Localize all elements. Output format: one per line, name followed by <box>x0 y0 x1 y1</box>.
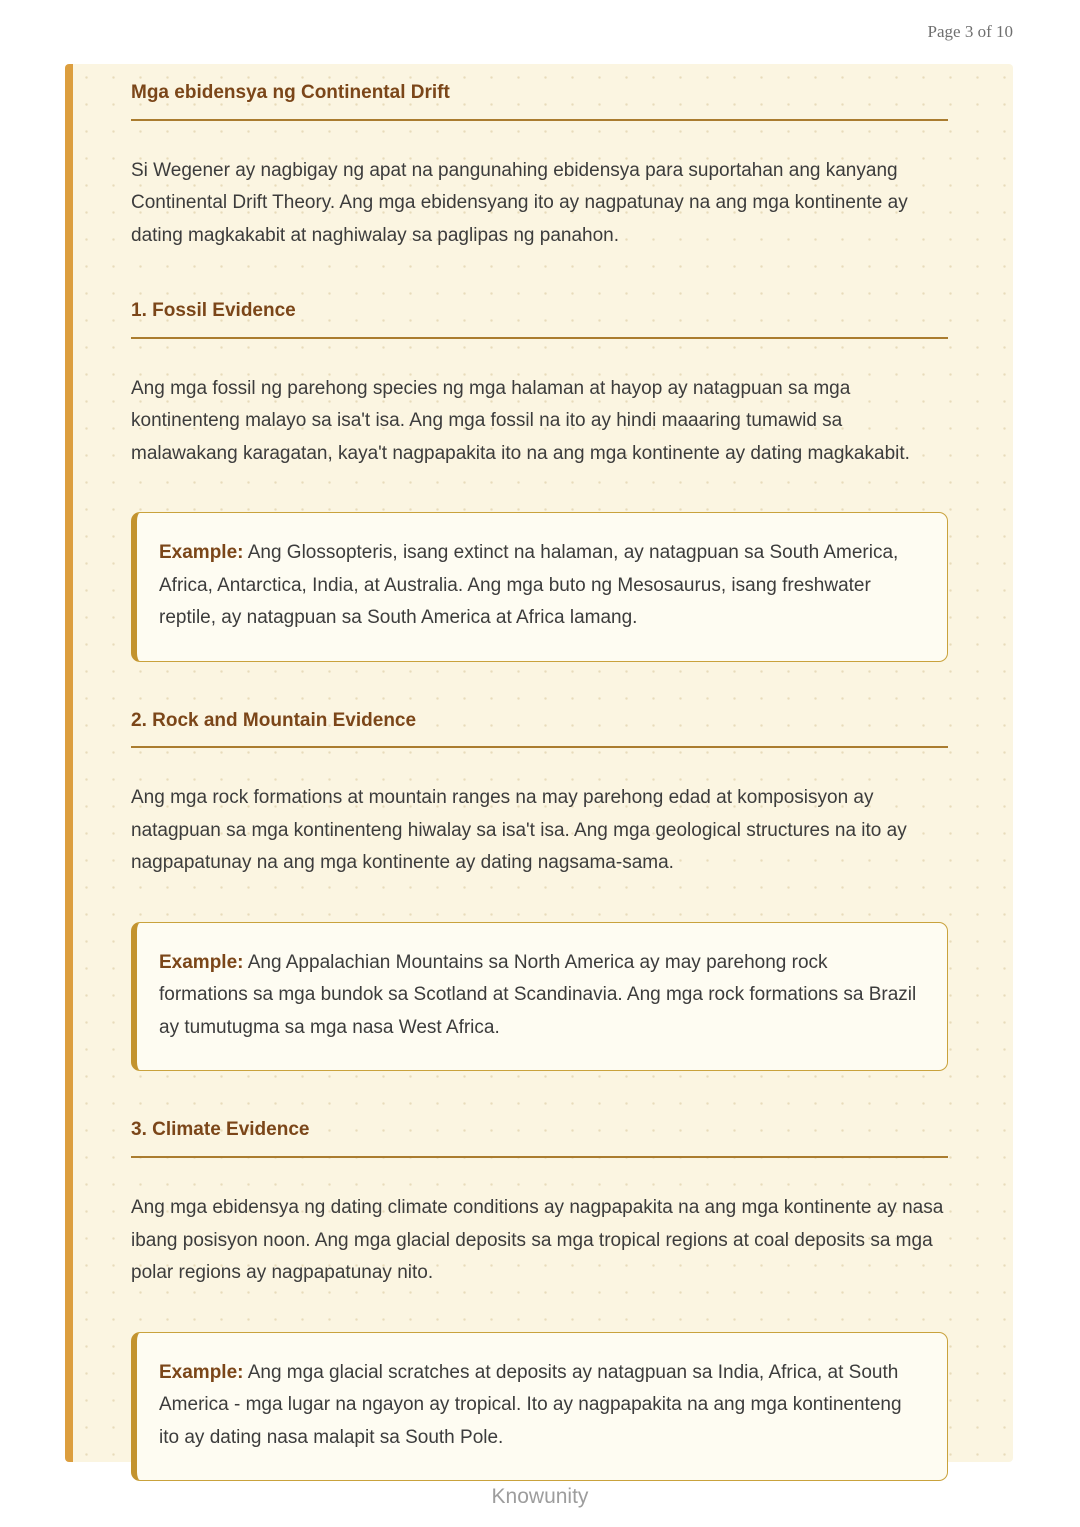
page-indicator: Page 3 of 10 <box>927 22 1013 41</box>
title-block <box>131 80 948 121</box>
example-label: Example: <box>159 1361 244 1383</box>
example-box <box>131 1332 948 1482</box>
section-heading: 3. Climate Evidence <box>131 1117 948 1158</box>
section-body: Ang mga ebidensya ng dating climate conditions ay nagpapakita na ang mga kontinente ay nasa ibang posisyon noon. Ang mga glacial deposits sa mga tropical regions at coal deposits sa mga polar regions ay nagpapatunay nito. <box>131 1197 944 1284</box>
content-card <box>65 64 1013 1462</box>
section-body: Ang mga fossil ng parehong species ng mga halaman at hayop ay natagpuan sa mga kontinenteng malayo sa isa't isa. Ang mga fossil na ito ay hindi maaaring tumawid sa malawakang karagatan, kaya't nagpapakita ito na ang mga kontinente ay dating magkakabit. <box>131 377 910 464</box>
example-label: Example: <box>159 542 244 564</box>
example-text: Ang Glossopteris, isang extinct na halaman, ay natagpuan sa South America, Africa, Antarctica, India, at Australia. Ang mga buto ng Mesosaurus, isang freshwater reptile, ay natagpuan sa South America at Africa lamang. <box>159 542 899 629</box>
page-title: Mga ebidensya ng Continental Drift <box>131 80 948 121</box>
example-box <box>131 512 948 662</box>
intro-paragraph: Si Wegener ay nagbigay ng apat na pangunahing ebidensya para suportahan ang kanyang Continental Drift Theory. Ang mga ebidensyang ito ay nagpatunay na ang mga kontinente ay dating magkakabit at naghiwalay sa paglipas ng panahon. <box>131 159 908 246</box>
example-paragraph <box>159 1357 919 1455</box>
example-label: Example: <box>159 951 244 973</box>
example-paragraph <box>159 947 919 1045</box>
section-body: Ang mga rock formations at mountain ranges na may parehong edad at komposisyon ay natagpuan sa mga kontinenteng hiwalay sa isa't isa. Ang mga geological structures na ito ay nagpapatunay na ang mga kontinente ay dating nagsama-sama. <box>131 787 907 874</box>
section-heading: 1. Fossil Evidence <box>131 298 948 339</box>
example-box <box>131 922 948 1072</box>
footer-brand: Knowunity <box>491 1485 589 1508</box>
section-heading: 2. Rock and Mountain Evidence <box>131 708 948 749</box>
example-text: Ang mga glacial scratches at deposits ay natagpuan sa India, Africa, at South America - mga lugar na ngayon ay tropical. Ito ay nagpapakita na ang mga kontinenteng ito ay dating nasa malapit sa South Pole. <box>159 1361 902 1448</box>
section-climate-evidence <box>131 1117 948 1481</box>
section-fossil-evidence <box>131 298 948 662</box>
example-text: Ang Appalachian Mountains sa North America ay may parehong rock formations sa mga bundok sa Scotland at Scandinavia. Ang mga rock formations sa Brazil ay tumutugma sa mga nasa West Africa. <box>159 951 917 1038</box>
example-paragraph <box>159 537 919 635</box>
section-rock-mountain-evidence <box>131 708 948 1072</box>
